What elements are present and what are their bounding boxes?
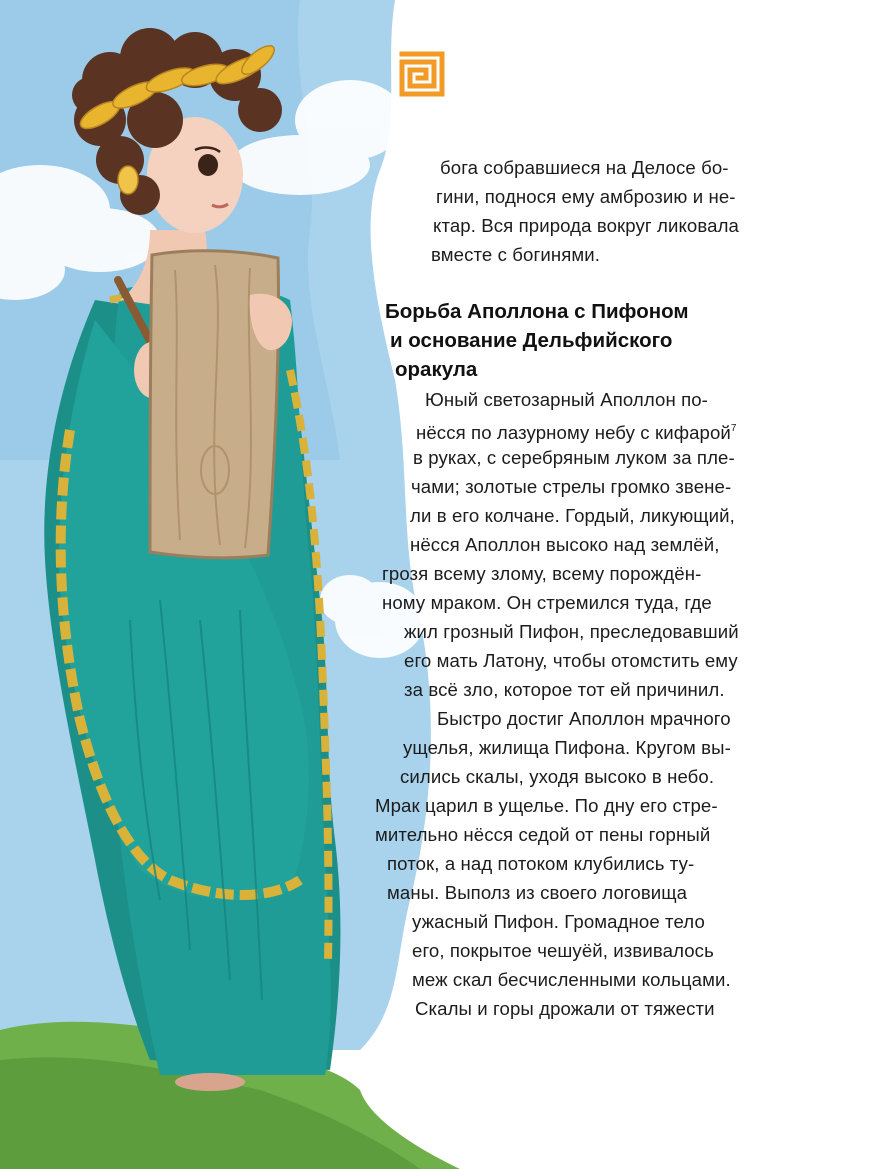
text-line: Скалы и горы дрожали от тяжести [415,998,715,1019]
text-line: поток, а над потоком клубились ту- [387,853,695,874]
text-line: его, покрытое чешуёй, извивалось [412,940,714,961]
text-line-content: нёсся по лазурному небу с кифарой [416,422,731,443]
text-line: жил грозный Пифон, преследовавший [404,621,739,642]
heading-line: оракула [395,358,478,381]
greek-key-ornament-icon [398,50,446,98]
text-line: Мрак царил в ущелье. По дну его стре- [375,795,718,816]
text-line: ли в его колчане. Гордый, ликующий, [410,505,735,526]
text-line: вместе с богинями. [431,244,600,265]
text-line: Юный светозарный Аполлон по- [425,389,708,410]
heading-line: Борьба Аполлона с Пифоном [385,300,689,323]
text-line: его мать Латону, чтобы отомстить ему [404,650,738,671]
text-line: ктар. Вся природа вокруг ликовала [433,215,739,236]
heading-line: и основание Дельфийского [390,329,673,352]
text-line: ужасный Пифон. Громадное тело [412,911,705,932]
text-line: грозя всему злому, всему порождён- [382,563,702,584]
footnote-marker: 7 [730,423,737,434]
text-line: сились скалы, уходя высоко в небо. [400,766,715,787]
text-line: чами; золотые стрелы громко звене- [411,476,732,497]
text-line: маны. Выполз из своего логовища [387,882,688,903]
text-line: меж скал бесчисленными кольцами. [412,969,731,990]
text-line: нёсся Аполлон высоко над землёй, [410,534,720,555]
text-line: ному мраком. Он стремился туда, где [382,592,712,613]
text-line: в руках, с серебряным луком за пле- [413,447,735,468]
text-line: ущелья, жилища Пифона. Кругом вы- [403,737,731,758]
text-line: мительно нёсся седой от пены горный [375,824,711,845]
text-line: за всё зло, которое тот ей причинил. [404,679,725,700]
text-line: Быстро достиг Аполлон мрачного [437,708,731,729]
text-line: гини, поднося ему амброзию и не- [436,186,736,207]
text-line: бога собравшиеся на Делосе бо- [440,157,729,178]
